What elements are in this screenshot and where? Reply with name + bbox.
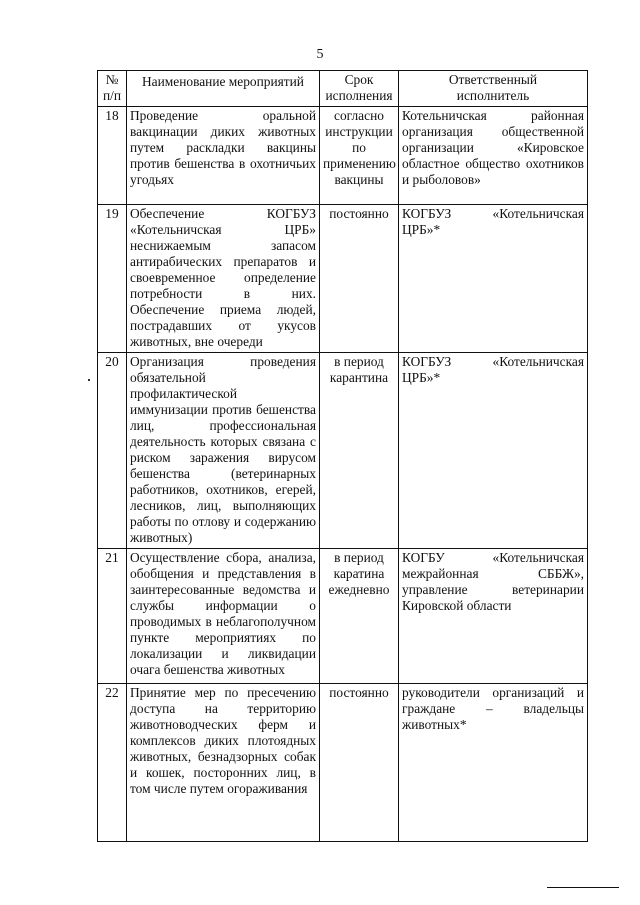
header-num-line1: № bbox=[105, 72, 119, 87]
row-num: 21 bbox=[98, 549, 127, 684]
table-row bbox=[98, 205, 588, 353]
row-name: Организация проведения обязательной профилактической иммунизации против бешенства лиц, профессиональная деятельность которых связана с риском заражения вирусом бешенства (ветеринарных работников, охотников, егерей, лесников, лиц, выполняющих работы по отлову и содержанию животных) bbox=[127, 353, 320, 549]
row-name: Осуществление сбора, анализа, обобщения и представления в заинтересованные ведомства и службы информации о проводимых в неблагополучном пункте мероприятиях по локализации и ликвидации очага бешенства животных bbox=[127, 549, 320, 684]
header-resp-line2: исполнитель bbox=[456, 88, 530, 103]
header-term-line2: исполнения bbox=[325, 88, 393, 103]
header-resp-line1: Ответственный bbox=[448, 72, 538, 87]
header-num-line2: п/п bbox=[102, 88, 122, 103]
row-term: в период карантина bbox=[320, 353, 399, 549]
table-row bbox=[98, 107, 588, 205]
row-name: Проведение оральной вакцинации диких животных путем раскладки вакцины против бешенства в охотничьих угодьях bbox=[127, 107, 320, 205]
row-resp: КОГБУ «Котельничская межрайонная СББЖ», управление ветеринарии Кировской области bbox=[399, 549, 588, 684]
header-num bbox=[98, 71, 127, 107]
row-num: 19 bbox=[98, 205, 127, 353]
row-term: постоянно bbox=[320, 684, 399, 842]
table-row bbox=[98, 549, 588, 684]
row-term: в период каратина ежедневно bbox=[320, 549, 399, 684]
header-term-line1: Срок bbox=[344, 72, 374, 87]
table-row bbox=[98, 353, 588, 549]
signature-line bbox=[547, 887, 619, 888]
row-resp: Котельничская районная организация общественной организации «Кировское областное общество охотников и рыболовов» bbox=[399, 107, 588, 205]
header-resp bbox=[399, 71, 588, 107]
row-num: 20 bbox=[98, 353, 127, 549]
margin-mark bbox=[88, 379, 90, 381]
row-resp: КОГБУЗ «Котельничская ЦРБ»* bbox=[399, 353, 588, 549]
header-term bbox=[320, 71, 399, 107]
page-number: 5 bbox=[316, 47, 324, 62]
measures-table bbox=[97, 70, 588, 842]
row-name: Принятие мер по пресечению доступа на территорию животноводческих ферм и комплексов диких плотоядных животных, безнадзорных собак и кошек, посторонних лиц, в том числе путем огораживания bbox=[127, 684, 320, 842]
row-term: согласно инструкции по применению вакцины bbox=[320, 107, 399, 205]
table-header-row bbox=[98, 71, 588, 107]
row-num: 18 bbox=[98, 107, 127, 205]
header-name: Наименование мероприятий bbox=[127, 71, 320, 107]
row-resp: КОГБУЗ «Котельничская ЦРБ»* bbox=[399, 205, 588, 353]
table-row bbox=[98, 684, 588, 842]
row-num: 22 bbox=[98, 684, 127, 842]
row-resp: руководители организаций и граждане – владельцы животных* bbox=[399, 684, 588, 842]
row-term: постоянно bbox=[320, 205, 399, 353]
row-name: Обеспечение КОГБУЗ «Котельничская ЦРБ» неснижаемым запасом антирабических препаратов и своевременное определение потребности в них. Обеспечение приема людей, пострадавших от укусов животных, вне очереди bbox=[127, 205, 320, 353]
